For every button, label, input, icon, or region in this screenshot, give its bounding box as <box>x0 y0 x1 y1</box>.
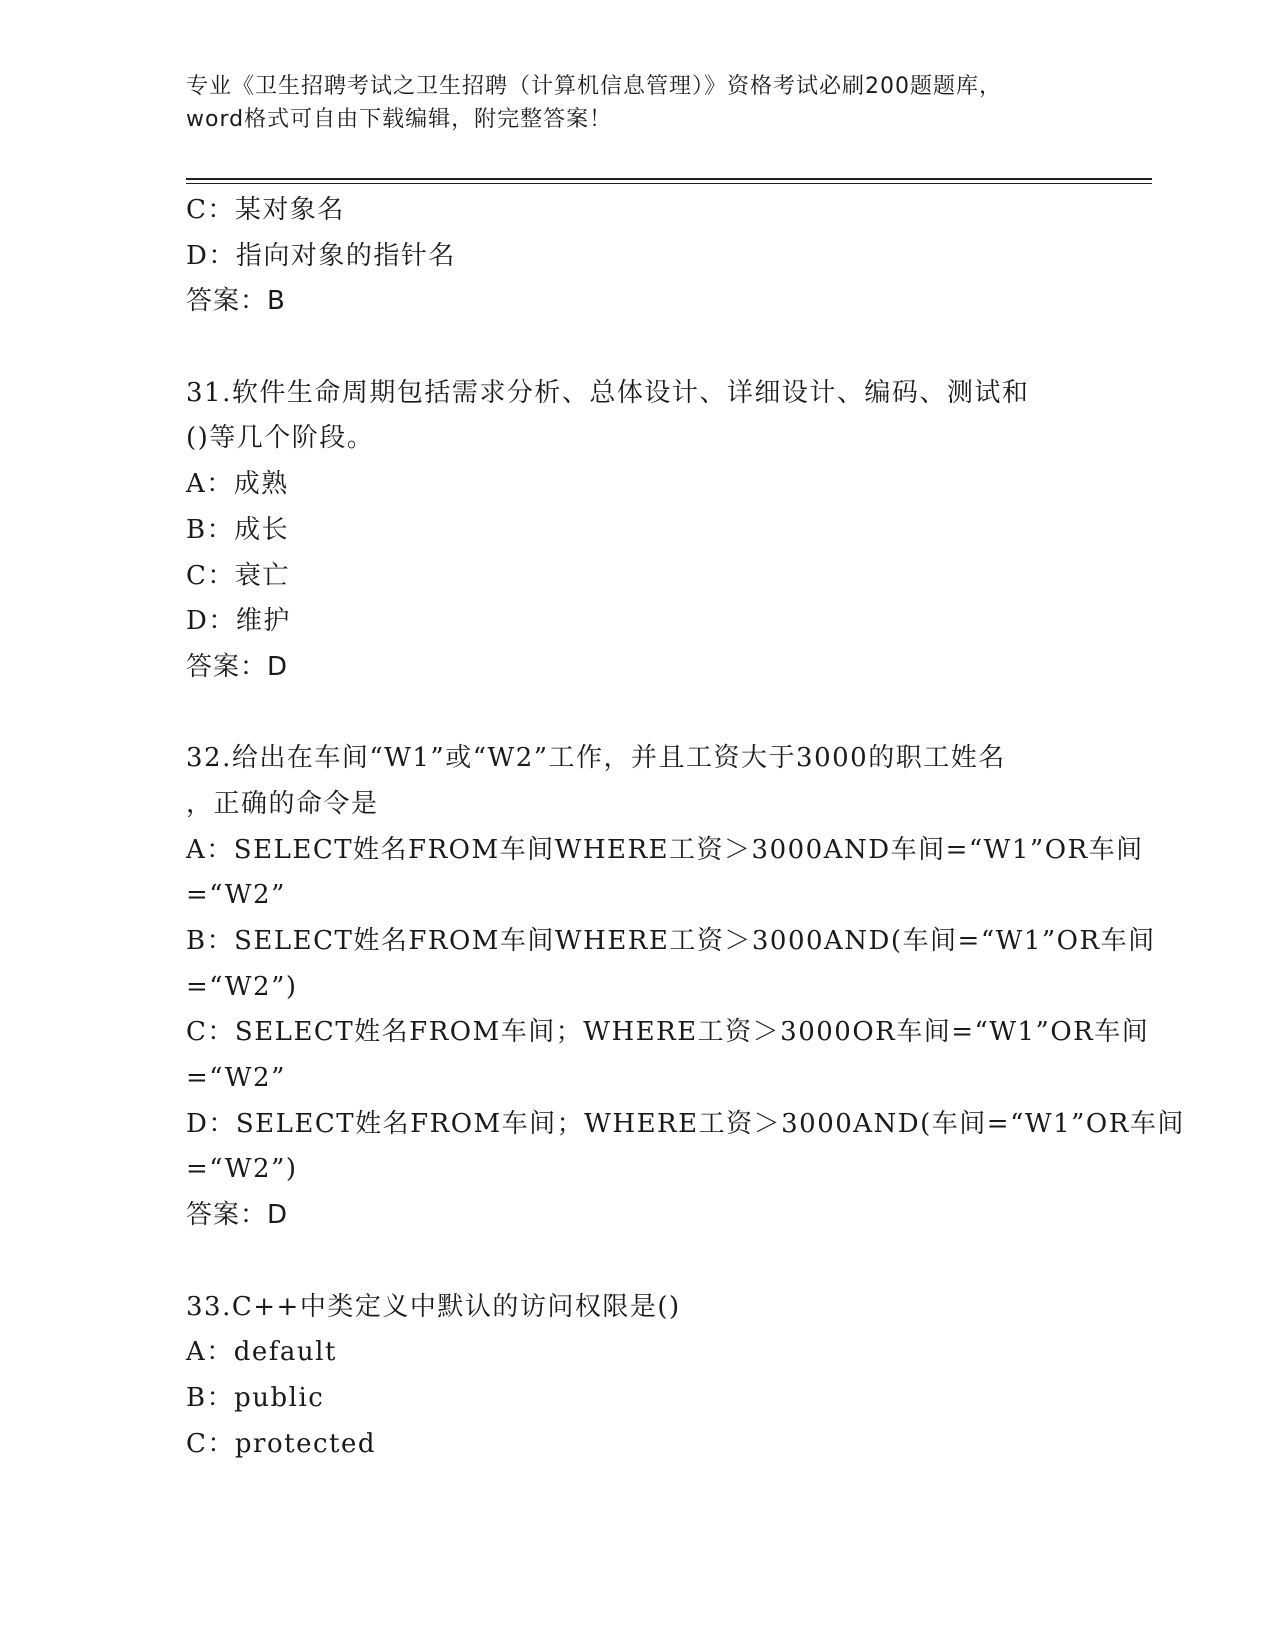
question-30-tail <box>186 188 1106 325</box>
q31-option-a: A：成熟 <box>186 469 289 500</box>
q32-option-d-line2: =“W2”) <box>186 1154 298 1185</box>
q31-answer: 答案：D <box>186 651 289 682</box>
q32-option-a-line2: =“W2” <box>186 880 286 911</box>
spacer <box>186 1239 1106 1285</box>
header-title-line1: 专业《卫生招聘考试之卫生招聘（计算机信息管理）》资格考试必刷200题题库， <box>186 74 1002 99</box>
q32-stem-line1: 32.给出在车间“W1”或“W2”工作，并且工资大于3000的职工姓名 <box>186 743 1006 774</box>
q33-option-a: A：default <box>186 1337 337 1368</box>
q31-stem-line1: 31.软件生命周期包括需求分析、总体设计、详细设计、编码、测试和 <box>186 377 1030 408</box>
question-33 <box>186 1285 1106 1468</box>
q32-stem-line2: ，正确的命令是 <box>186 788 379 819</box>
question-32 <box>186 736 1185 1239</box>
spacer <box>186 691 1106 737</box>
q32-option-c-line1: C：SELECT姓名FROM车间；WHERE工资＞3000OR车间=“W1”OR车间 <box>186 1017 1150 1048</box>
document-header <box>186 70 1086 136</box>
question-31 <box>186 371 1106 691</box>
header-rule-thick <box>186 178 1152 180</box>
question-content <box>186 188 1185 1467</box>
q32-option-a-line1: A：SELECT姓名FROM车间WHERE工资＞3000AND车间=“W1”OR车间 <box>186 834 1144 865</box>
q31-stem-line2: ()等几个阶段。 <box>186 423 375 454</box>
q32-answer: 答案：D <box>186 1200 289 1231</box>
q32-option-c-line2: =“W2” <box>186 1063 286 1094</box>
q31-option-d: D：维护 <box>186 606 291 637</box>
q32-option-b-line1: B：SELECT姓名FROM车间WHERE工资＞3000AND(车间=“W1”OR车间 <box>186 926 1156 956</box>
spacer <box>186 325 1106 371</box>
q33-option-b: B：public <box>186 1382 325 1413</box>
q30-option-d: D：指向对象的指针名 <box>186 240 456 271</box>
q31-option-c: C：衰亡 <box>186 560 290 591</box>
header-rule-thin <box>186 183 1152 184</box>
header-title-line2: word格式可自由下载编辑，附完整答案！ <box>186 107 613 132</box>
q32-option-b-line2: =“W2”) <box>186 971 298 1002</box>
q33-option-c: C：protected <box>186 1428 376 1459</box>
q33-stem: 33.C++中类定义中默认的访问权限是() <box>186 1291 681 1322</box>
q30-option-c: C：某对象名 <box>186 195 345 225</box>
q31-option-b: B：成长 <box>186 514 290 545</box>
q32-option-d-line1: D：SELECT姓名FROM车间；WHERE工资＞3000AND(车间=“W1”OR车间 <box>186 1108 1185 1139</box>
q30-answer: 答案：B <box>186 286 286 317</box>
